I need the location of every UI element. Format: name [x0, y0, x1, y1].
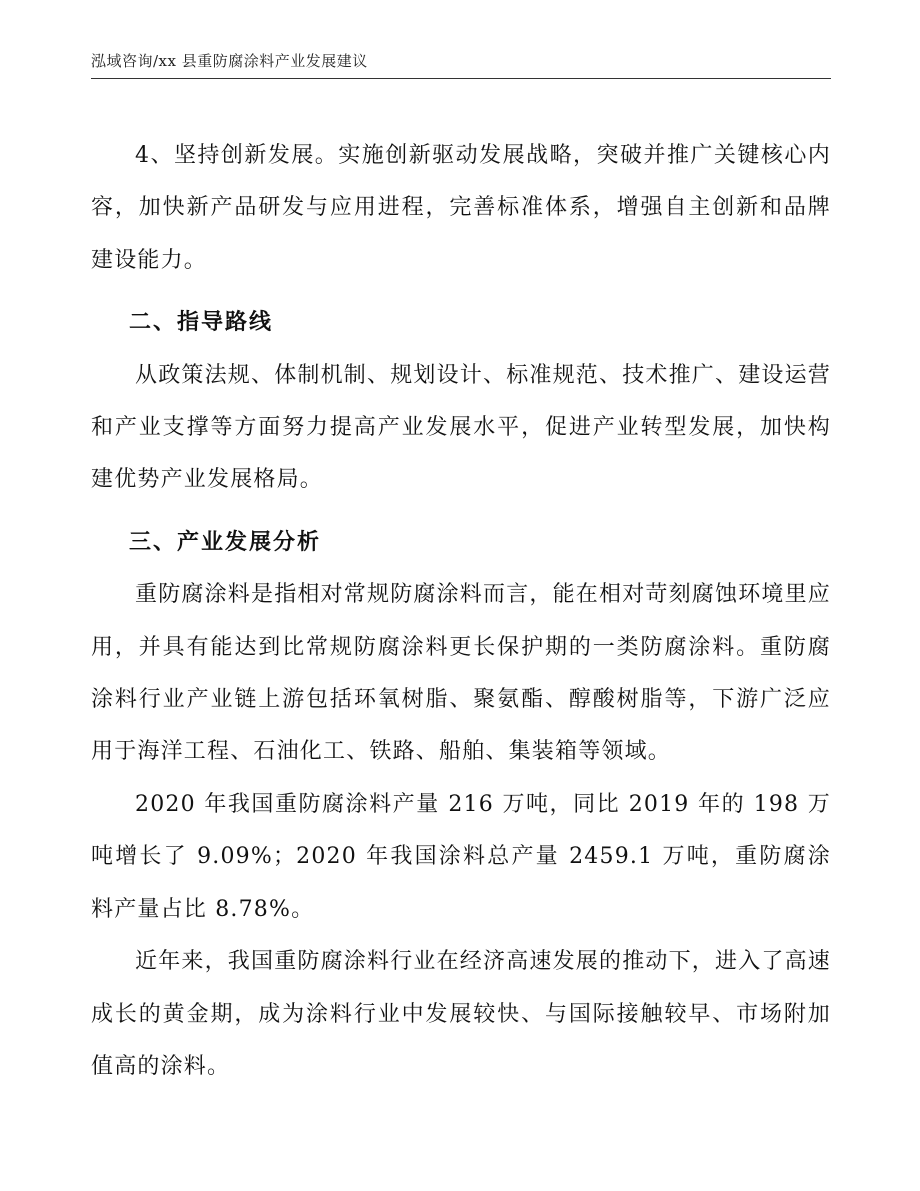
- document-body: [91, 130, 831, 1093]
- section-heading-guidance: 二、指导路线: [129, 310, 274, 336]
- paragraph-innovation: 4、坚持创新发展。实施创新驱动发展战略，突破并推广关键核心内容，加快新产品研发与应用进程，完善标准体系，增强自主创新和品牌建设能力。: [91, 143, 831, 273]
- section-heading-analysis: 三、产业发展分析: [129, 529, 322, 555]
- paragraph-analysis-production: 2020 年我国重防腐涂料产量 216 万吨，同比 2019 年的 198 万吨增长了 9.09%；2020 年我国涂料总产量 2459.1 万吨，重防腐涂料产量占比 8.78%。: [91, 791, 831, 922]
- paragraph-analysis-definition: 重防腐涂料是指相对常规防腐涂料而言，能在相对苛刻腐蚀环境里应用，并具有能达到比常规防腐涂料更长保护期的一类防腐涂料。重防腐涂料行业产业链上游包括环氧树脂、聚氨酯、醇酸树脂等，下游广泛应用于海洋工程、石油化工、铁路、船舶、集装箱等领域。: [91, 582, 832, 765]
- paragraph-analysis-growth: 近年来，我国重防腐涂料行业在经济高速发展的推动下，进入了高速成长的黄金期，成为涂料行业中发展较快、与国际接触较早、市场附加值高的涂料。: [91, 949, 832, 1079]
- page-header: 泓域咨询/xx 县重防腐涂料产业发展建议: [91, 50, 831, 79]
- paragraph-guidance: 从政策法规、体制机制、规划设计、标准规范、技术推广、建设运营和产业支撑等方面努力提高产业发展水平，促进产业转型发展，加快构建优势产业发展格局。: [91, 362, 832, 493]
